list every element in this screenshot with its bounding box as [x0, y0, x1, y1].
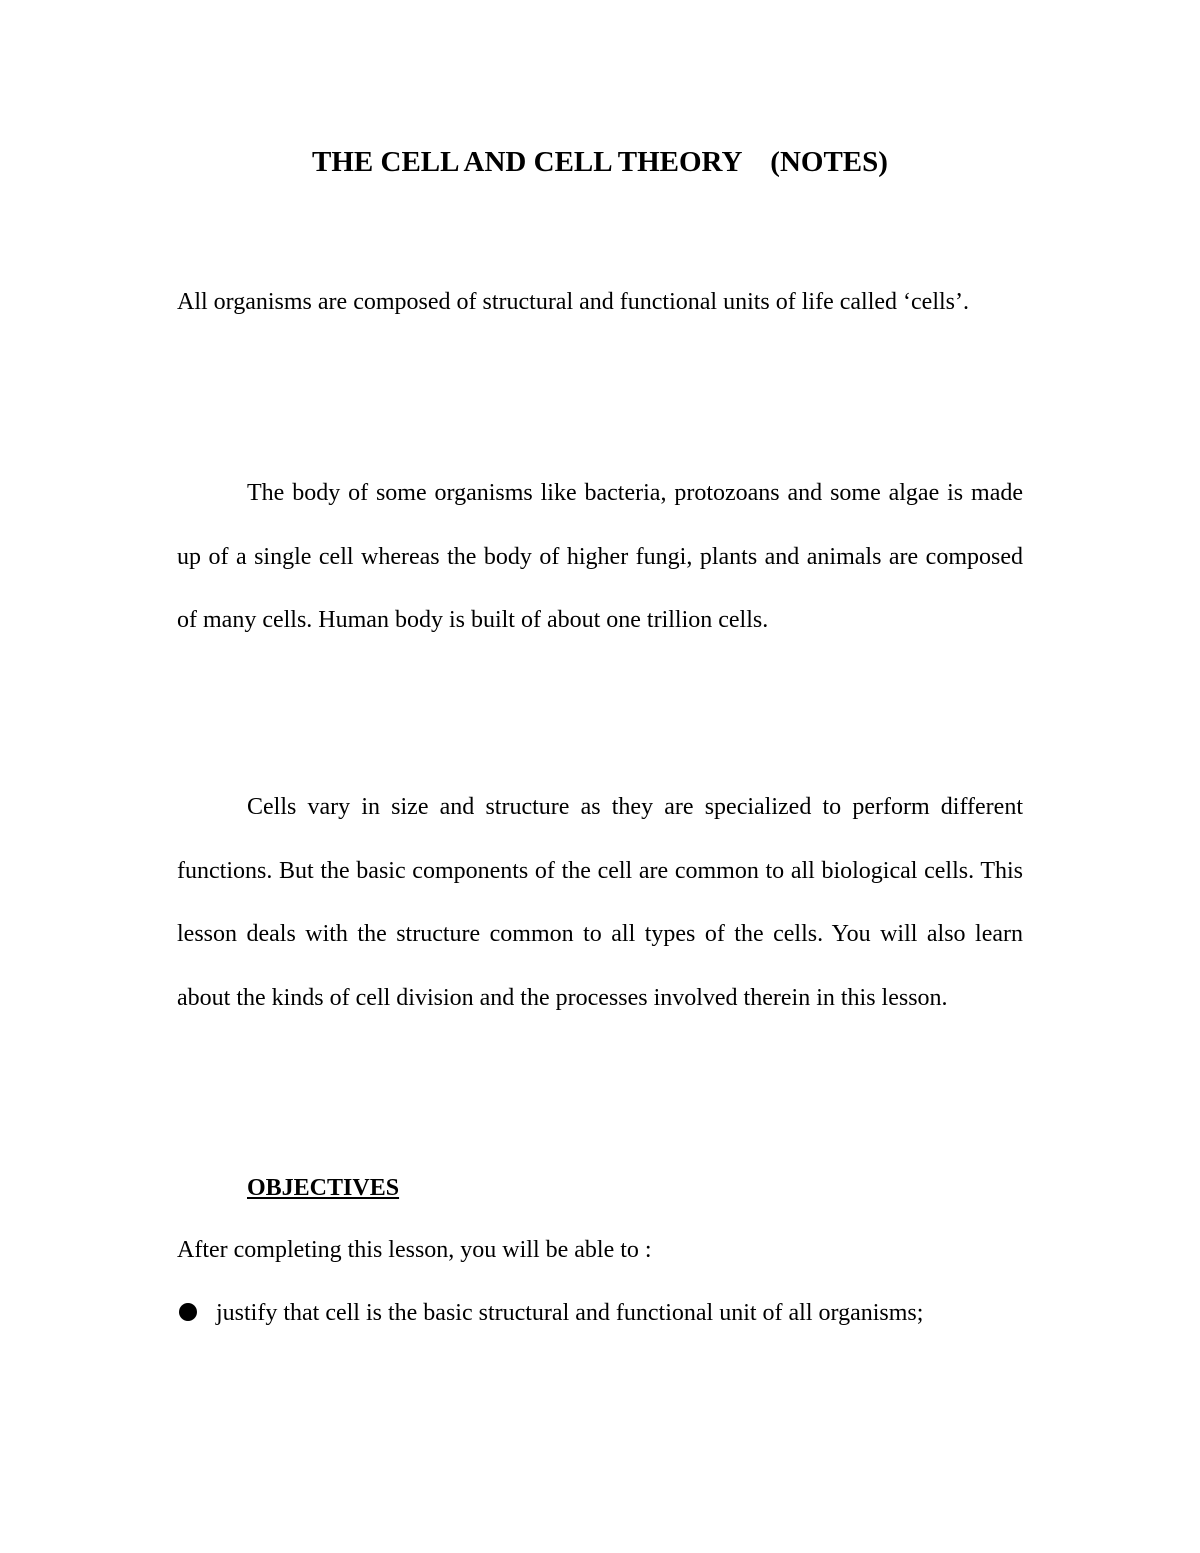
objectives-heading: OBJECTIVES	[247, 1175, 400, 1201]
body-paragraph-organisms: The body of some organisms like bacteria, protozoans and some algae is made up of a single cell whereas the body of higher fungi, plants and animals are composed of many cells. Human body is built of about one trillion cells.	[177, 480, 1023, 633]
document-title: THE CELL AND CELL THEORY (NOTES)	[312, 146, 888, 178]
bullet-dot-icon	[179, 1303, 197, 1321]
objective-text: justify that cell is the basic structural and functional unit of all organisms;	[216, 1300, 924, 1326]
objectives-lead: After completing this lesson, you will be able to :	[177, 1237, 652, 1263]
intro-paragraph: All organisms are composed of structural and functional units of life called ‘cells’.	[177, 289, 969, 315]
body-paragraph-cells: Cells vary in size and structure as they are specialized to perform different functions. But the basic components of the cell are common to all biological cells. This lesson deals with the structure common to all types of the cells. You will also learn about the kinds of cell division and the processes involved therein in this lesson.	[177, 794, 1023, 1011]
